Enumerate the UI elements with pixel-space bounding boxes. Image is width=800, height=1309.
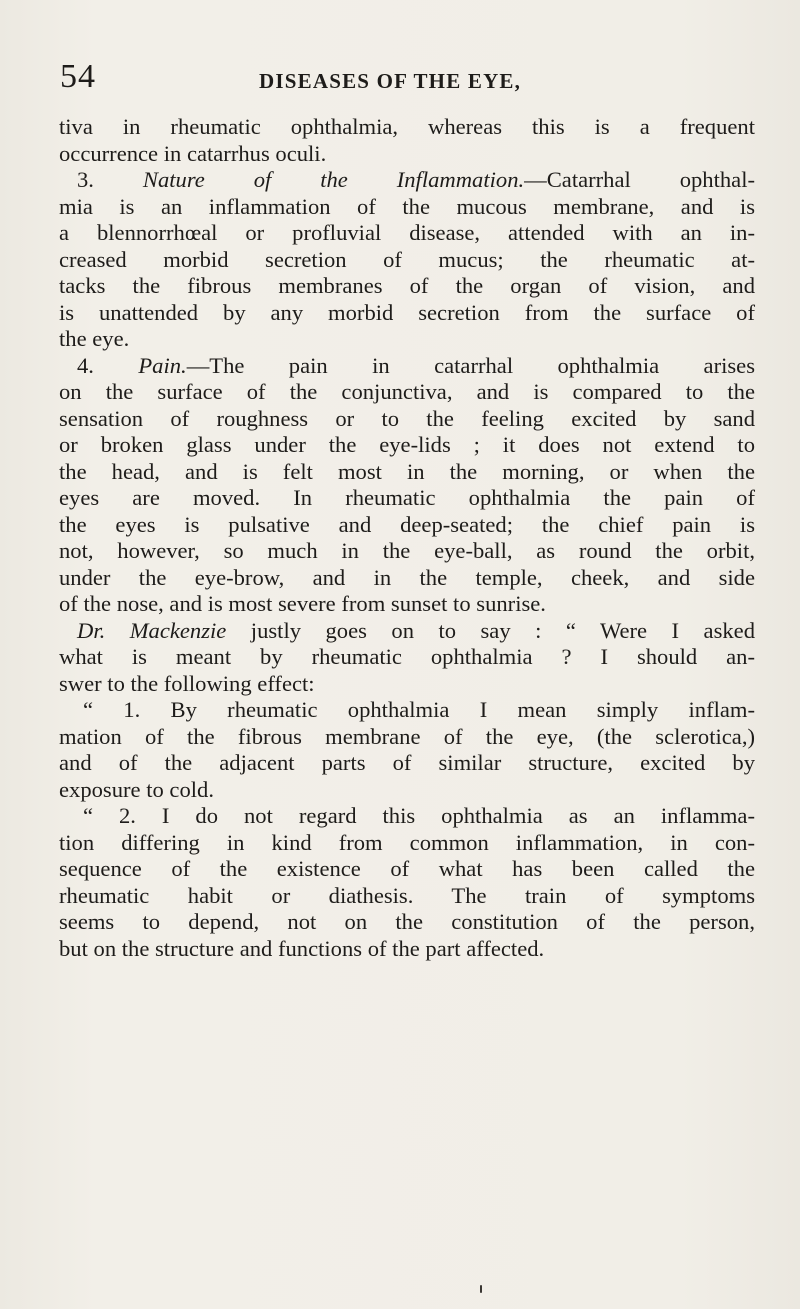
running-title: DISEASES OF THE EYE, — [259, 69, 522, 93]
text-line: swer to the following effect: — [59, 670, 315, 696]
text-line: eyes are moved. In rheumatic ophthalmia the pain of — [59, 485, 755, 510]
running-head — [60, 58, 760, 98]
section-heading-line: 3. Nature of the Inflammation.—Catarrhal ophthal- — [77, 167, 756, 192]
text-line: of the nose, and is most severe from sunset to sunrise. — [59, 591, 546, 616]
text-line: not, however, so much in the eye-ball, as round the orbit, — [59, 538, 755, 563]
text-line: seems to depend, not on the constitution of the person, — [59, 909, 755, 934]
text-line: the eye. — [59, 326, 130, 351]
quote-line: “ 2. I do not regard this ophthalmia as an inflamma- — [83, 803, 755, 828]
text-line: under the eye-brow, and in the temple, cheek, and side — [59, 564, 755, 590]
body-text — [59, 114, 755, 962]
text-line: rheumatic habit or diathesis. The train of symptoms — [59, 882, 755, 908]
section-title-pain: Pain. — [138, 352, 187, 378]
text-line: the eyes is pulsative and deep-seated; the chief pain is — [59, 511, 755, 537]
text-line: Dr. Mackenzie justly goes on to say : “ Were I asked — [77, 617, 755, 643]
section-heading-line: 4. Pain.—The pain in catarrhal ophthalmia arises — [77, 352, 756, 378]
quote-line: “ 1. By rheumatic ophthalmia I mean simply inflam- — [83, 697, 755, 722]
text-line: sequence of the existence of what has been called the — [59, 856, 755, 881]
text-line: mia is an inflammation of the mucous membrane, and is — [59, 193, 755, 219]
ink-speck — [480, 1285, 482, 1293]
text-line: but on the structure and functions of the part affected. — [59, 935, 545, 961]
text-line: and of the adjacent parts of similar structure, excited by — [59, 750, 755, 775]
text-line: tiva in rheumatic ophthalmia, whereas this is a frequent — [59, 114, 755, 139]
text-line: on the surface of the conjunctiva, and is compared to the — [59, 379, 755, 404]
text-line: creased morbid secretion of mucus; the rheumatic at- — [59, 246, 755, 272]
text-line: exposure to cold. — [59, 776, 214, 802]
text-line: the head, and is felt most in the morning, or when the — [59, 458, 755, 484]
section-title-nature: Nature of the Inflammation. — [142, 167, 525, 192]
page-number: 54 — [60, 58, 96, 95]
text-line: tion differing in kind from common inflammation, in con- — [59, 829, 755, 855]
text-line: is unattended by any morbid secretion from the surface of — [59, 299, 755, 325]
text-line: what is meant by rheumatic ophthalmia ? I should an- — [59, 644, 755, 669]
author-name: Dr. Mackenzie — [77, 617, 227, 643]
text-line: or broken glass under the eye-lids ; it does not extend to — [59, 432, 755, 457]
text-line: tacks the fibrous membranes of the organ of vision, and — [59, 273, 755, 298]
text-line: mation of the fibrous membrane of the eye, (the sclerotica,) — [59, 723, 755, 749]
text-line: sensation of roughness or to the feeling excited by sand — [59, 405, 755, 431]
text-line: occurrence in catarrhus oculi. — [59, 140, 327, 166]
text-line: a blennorrhœal or profluvial disease, attended with an in- — [59, 220, 755, 245]
